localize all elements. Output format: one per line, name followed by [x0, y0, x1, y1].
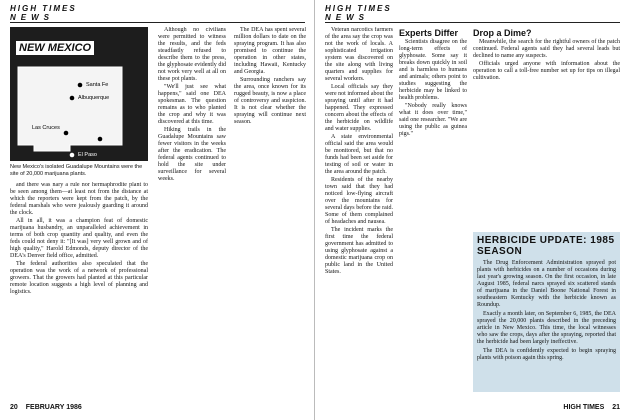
right-column-1 [325, 27, 393, 395]
page-number: 20 [10, 404, 18, 411]
city-dot-albuquerque [70, 96, 75, 101]
paragraph: All in all, it was a champion feat of domestic marijuana husbandry, an unparalleled achievement in terms of both crop quantity and quality, and even the feds could not deny it: "[It was] very well grown and of high quality," Harold Edmonds, deputy director of the DEA's Denver field office, admitted. [10, 218, 148, 259]
header-rule [325, 22, 620, 23]
city-label-el-paso: El Paso [78, 152, 97, 158]
city-dot-santa-fe [78, 83, 83, 88]
issue-date: FEBRUARY 1986 [25, 404, 82, 411]
subhead-drop-a-dime: Drop a Dime? [473, 28, 532, 38]
paragraph: and there was nary a rule nor hermaphrodite plant to be seen among them—at least not from the distance at which the reporters were kept from the patch, by the federal marshals who were jealously guarding it around the clock. [10, 182, 148, 216]
box-paragraph: Exactly a month later, on September 6, 1985, the DEA sprayed the 20,000 plants described in the preceding article in New Mexico. This time, the local witnesses who saw the crops, days after the spraying, reported that the herbicide had been largely ineffective. [477, 311, 616, 345]
city-dot-el-paso [70, 153, 75, 158]
footer-label: HIGH TIMES [563, 404, 605, 411]
herbicide-update-box [473, 232, 620, 392]
section-name: NEWS [10, 13, 54, 22]
map-title: NEW MEXICO [16, 41, 94, 55]
subhead-experts: Experts Differ [399, 28, 459, 38]
paragraph: Veteran narcotics farmers of the area say the crop was not the work of locals. A sophisticated irrigation system was discovered on the site along with living quarters and supplies for several workers. [325, 27, 393, 82]
paragraph: Officials urged anyone with information about the operation to call a toll-free number set up for tips on illegal cultivation. [473, 61, 620, 81]
paragraph: Hiking trails in the Guadalupe Mountains saw fewer visitors in the weeks after the eradication. The federal agents continued to hold the site under surveillance for several weeks. [158, 127, 226, 182]
paragraph: "We'll just see what happens," said one DEA spokesman. The question remains as to who planted the crop and why it was discovered at this time. [158, 84, 226, 125]
city-label-las-cruces: Las Cruces [32, 125, 60, 131]
paragraph: Local officials say they were not informed about the spraying until after it had happened. They expressed concern about the effects of the herbicide on wildlife and water supplies. [325, 84, 393, 132]
map-caption: New Mexico's isolated Guadalupe Mountains were the site of 20,000 marijuana plants. [10, 164, 143, 177]
paragraph: "Nobody really knows what it does over time," said one researcher. "We are using the public as guinea pigs." [399, 103, 467, 137]
paragraph: Surrounding ranchers say the area, once known for its rugged beauty, is now a place of controversy and suspicion. It is not clear whether the spraying will continue next season. [234, 77, 306, 125]
right-column-3 [473, 27, 620, 227]
box-paragraph: The Drug Enforcement Administration sprayed pot plants with herbicides on a number of occasions during last year's growing season. On the first occasion, in late August 1985, federal narcs sprayed six scattered stands of marijuana in the Daniel Boone National Forest in southeastern Kentucky with the herbicide known as Roundup. [477, 260, 616, 308]
paragraph: A state environmental official said the area would be monitored, but that no funds had been set aside for testing of soil or water in the area around the patch. [325, 134, 393, 175]
publication-name: HIGH TIMES [325, 4, 392, 13]
right-column-2 [399, 27, 467, 395]
paragraph: Residents of the nearby town said that they had noticed low-flying aircraft over the mountains for several days before the raid. Some of them complained of headaches and nausea. [325, 177, 393, 225]
state-outline [18, 67, 122, 151]
left-header [10, 4, 77, 22]
section-name: NEWS [325, 13, 369, 22]
new-mexico-map [10, 27, 148, 161]
paragraph: Meanwhile, the search for the rightful owners of the patch continued. Federal agents said they had several leads but declined to name any suspects. [473, 39, 620, 59]
paragraph: Although no civilians were permitted to witness the results, and the feds steadfastly refused to describe them to the press, the glyphosate evidently did not work very well at all on these pot plants. [158, 27, 226, 82]
paragraph: The incident marks the first time the federal government has admitted to using glyphosate against a domestic marijuana crop on public land in the United States. [325, 227, 393, 275]
left-footer [10, 404, 82, 411]
city-dot-guadalupe-site [98, 137, 103, 142]
publication-name: HIGH TIMES [10, 4, 77, 13]
page-number: 21 [612, 404, 620, 411]
header-rule [10, 22, 305, 23]
city-label-albuquerque: Albuquerque [78, 95, 110, 101]
right-header [325, 4, 392, 22]
box-title: HERBICIDE UPDATE: 1985 SEASON [477, 235, 615, 257]
right-footer [563, 404, 620, 411]
right-page [315, 0, 630, 420]
left-column-3 [234, 27, 306, 395]
left-column-1 [10, 182, 148, 394]
paragraph: The DEA has spent several million dollars to date on the spraying program. It has also promised to continue the operation in other states, including Hawaii, Kentucky and Georgia. [234, 27, 306, 75]
left-column-2 [158, 27, 226, 395]
paragraph: Scientists disagree on the long-term effects of glyphosate. Some say it breaks down quickly in soil and is harmless to humans and animals; others point to studies suggesting the herbicide may be linked to health problems. [399, 39, 467, 101]
box-paragraph: The DEA is confidently expected to begin spraying plants with poison again this spring. [477, 348, 616, 361]
paragraph: The federal authorities also speculated that the operation was the work of a network of professional growers. That the growers had planted at this particular remote location suggests a high level of planning and logistics. [10, 261, 148, 295]
city-dot-las-cruces [64, 131, 69, 136]
city-label-santa-fe: Santa Fe [86, 82, 109, 88]
